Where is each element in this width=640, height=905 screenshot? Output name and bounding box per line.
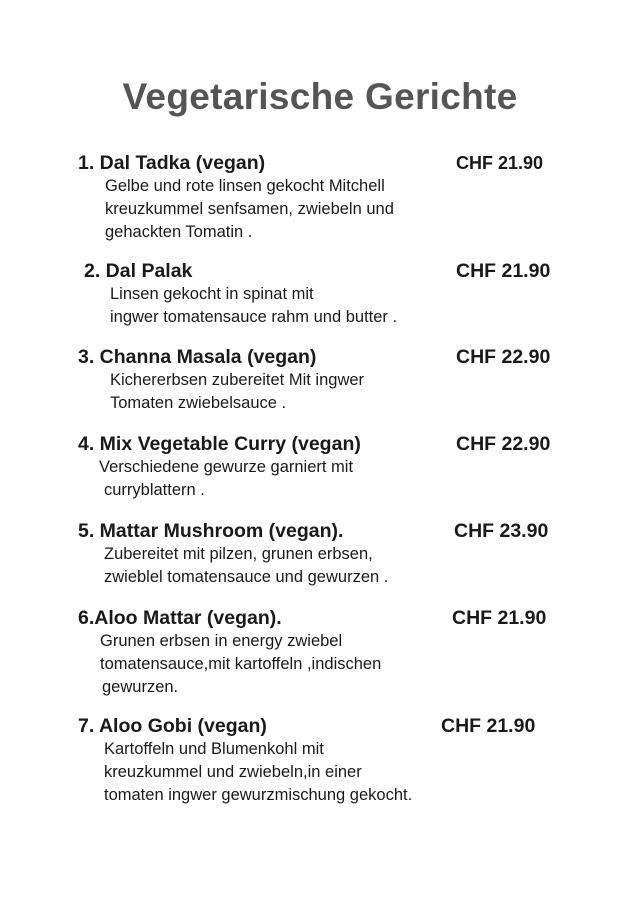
item-name: 7. Aloo Gobi (vegan) [78,715,267,737]
item-price: CHF 22.90 [456,433,551,455]
item-price: CHF 22.90 [456,346,551,368]
description-line: ingwer tomatensauce rahm und butter . [110,308,398,326]
description-line: zwieblel tomatensauce und gewurzen . [104,568,389,586]
item-description [99,456,353,502]
item-price: CHF 21.90 [441,715,536,737]
item-description [110,283,397,329]
description-line: tomaten ingwer gewurzmischung gekocht. [104,786,413,804]
description-line: Grunen erbsen in energy zwiebel [100,632,343,650]
description-line: Linsen gekocht in spinat mit [110,285,314,303]
item-description [100,630,381,699]
item-name: 4. Mix Vegetable Curry (vegan) [78,433,361,455]
description-line: Zubereitet mit pilzen, grunen erbsen, [104,545,373,563]
page-title: Vegetarische Gerichte [122,76,518,117]
description-line: Gelbe und rote linsen gekocht Mitchell [105,177,385,195]
description-line: gehackten Tomatin . [105,223,253,241]
description-line: gewurzen. [102,678,179,696]
item-name: 1. Dal Tadka (vegan) [78,152,266,174]
item-price: CHF 23.90 [454,520,549,542]
item-name: 6.Aloo Mattar (vegan). [78,607,282,629]
item-description [105,175,394,244]
description-line: Verschiedene gewurze garniert mit [99,458,354,476]
item-price: CHF 21.90 [456,260,551,282]
description-line: kreuzkummel und zwiebeln,in einer [104,763,362,781]
item-description [110,369,364,415]
item-price: CHF 21.90 [456,153,544,173]
item-name: 5. Mattar Mushroom (vegan). [78,520,344,542]
item-name: 2. Dal Palak [84,260,193,282]
description-line: Tomaten zwiebelsauce . [110,394,287,412]
item-name: 3. Channa Masala (vegan) [78,346,317,368]
item-description [104,738,412,807]
description-line: Kichererbsen zubereitet Mit ingwer [110,371,365,389]
description-line: tomatensauce,mit kartoffeln ,indischen [100,655,382,673]
item-price: CHF 21.90 [452,607,547,629]
description-line: Kartoffeln und Blumenkohl mit [104,740,324,758]
item-description [104,543,388,589]
description-line: kreuzkummel senfsamen, zwiebeln und [105,200,394,218]
description-line: curryblattern . [104,481,205,499]
